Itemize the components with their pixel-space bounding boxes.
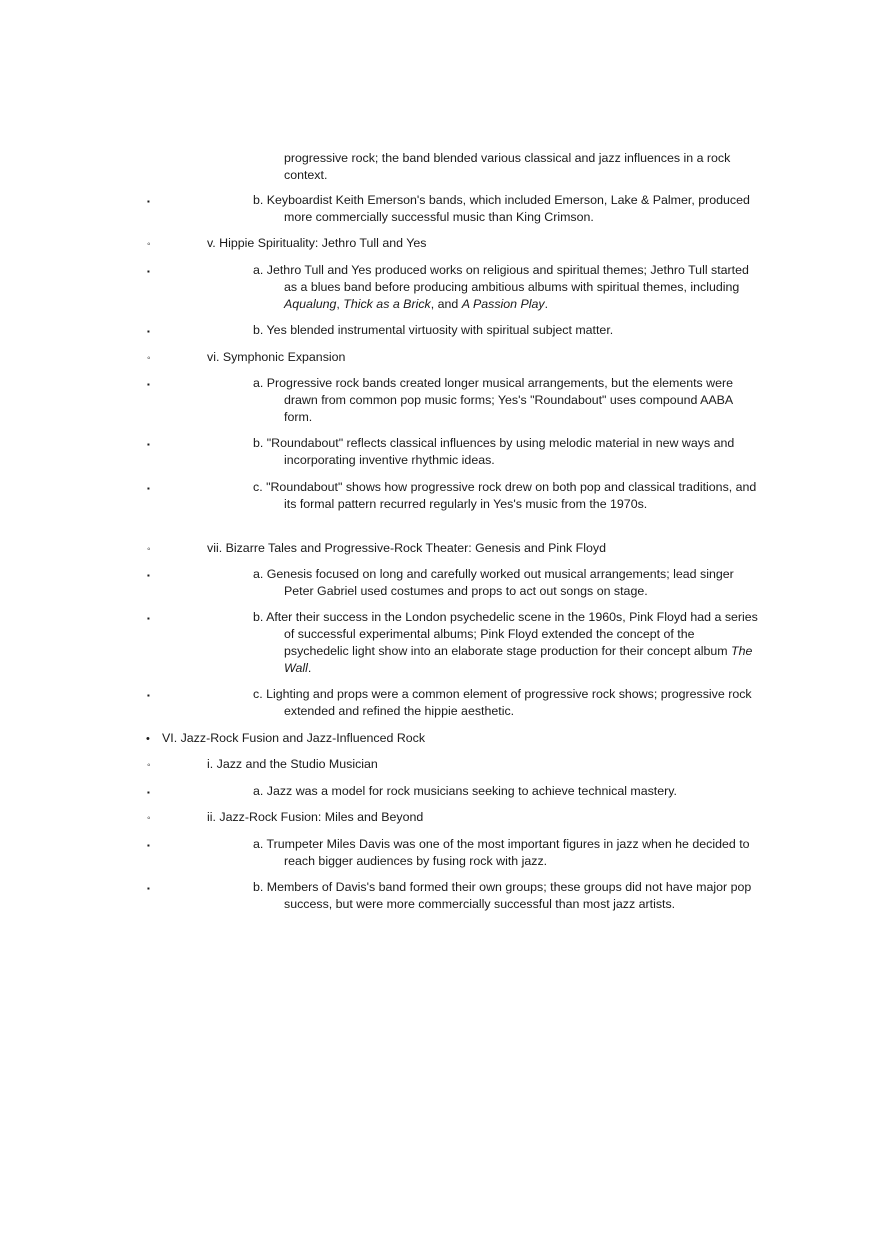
list-item: a. Genesis focused on long and carefully worked out musical arrangements; lead singer Peter Gabriel used costumes and props to act out songs on stage. [253, 567, 734, 598]
list-item: a. Trumpeter Miles Davis was one of the most important figures in jazz when he decided to reach bigger audiences by fusing rock with jazz. [253, 837, 750, 868]
circle-bullet-icon: ◦ [147, 239, 151, 250]
list-item-heading: vii. Bizarre Tales and Progressive-Rock Theater: Genesis and Pink Floyd [207, 541, 606, 555]
list-item: c. "Roundabout" shows how progressive rock drew on both pop and classical traditions, and its formal pattern recurred regularly in Yes's music from the 1970s. [253, 480, 757, 511]
list-item-heading: ii. Jazz-Rock Fusion: Miles and Beyond [207, 810, 424, 824]
circle-bullet-icon: ◦ [147, 813, 151, 824]
list-item: b. After their success in the London psychedelic scene in the 1960s, Pink Floyd had a series of successful experimental albums; Pink Floyd extended the concept of the psychedelic light show into an elaborate stage production for their concept album The Wall. [253, 610, 758, 675]
square-bullet-icon: ▪ [147, 884, 150, 893]
list-item: c. Lighting and props were a common element of progressive rock shows; progressive rock extended and refined the hippie aesthetic. [253, 687, 752, 718]
square-bullet-icon: ▪ [147, 440, 150, 449]
list-item: b. Keyboardist Keith Emerson's bands, which included Emerson, Lake & Palmer, produced more commercially successful music than King Crimson. [253, 193, 750, 224]
continued-paragraph: progressive rock; the band blended various classical and jazz influences in a rock context. [284, 151, 731, 182]
list-item: a. Progressive rock bands created longer musical arrangements, but the elements were drawn from common pop music forms; Yes's "Roundabout" uses compound AABA form. [253, 376, 734, 424]
album-title: The Wall [284, 644, 753, 675]
list-item: a. Jethro Tull and Yes produced works on religious and spiritual themes; Jethro Tull started as a blues band before producing ambitious albums with spiritual themes, including Aqualung, Thick as a Brick, and A Passion Play. [253, 263, 749, 311]
square-bullet-icon: ▪ [147, 614, 150, 623]
album-title: Thick as a Brick [343, 297, 431, 311]
square-bullet-icon: ▪ [147, 484, 150, 493]
album-title: A Passion Play [461, 297, 545, 311]
square-bullet-icon: ▪ [147, 571, 150, 580]
square-bullet-icon: ▪ [147, 380, 150, 389]
list-item: a. Jazz was a model for rock musicians seeking to achieve technical mastery. [253, 784, 677, 798]
square-bullet-icon: ▪ [147, 691, 150, 700]
square-bullet-icon: ▪ [147, 327, 150, 336]
section-heading: VI. Jazz-Rock Fusion and Jazz-Influenced Rock [162, 731, 426, 745]
square-bullet-icon: ▪ [147, 841, 150, 850]
list-item: b. Yes blended instrumental virtuosity with spiritual subject matter. [253, 323, 614, 337]
list-item-heading: i. Jazz and the Studio Musician [207, 757, 378, 771]
square-bullet-icon: ▪ [147, 267, 150, 276]
square-bullet-icon: ▪ [147, 197, 150, 206]
list-item-heading: vi. Symphonic Expansion [207, 350, 346, 364]
list-item: b. Members of Davis's band formed their own groups; these groups did not have major pop success, but were more commercially successful than most jazz artists. [253, 880, 752, 911]
circle-bullet-icon: ◦ [147, 760, 151, 771]
disc-bullet-icon: • [146, 733, 150, 745]
list-item: b. "Roundabout" reflects classical influences by using melodic material in new ways and incorporating inventive rhythmic ideas. [253, 436, 735, 467]
square-bullet-icon: ▪ [147, 788, 150, 797]
circle-bullet-icon: ◦ [147, 544, 151, 555]
album-title: Aqualung [284, 297, 337, 311]
circle-bullet-icon: ◦ [147, 353, 151, 364]
list-item-heading: v. Hippie Spirituality: Jethro Tull and Yes [207, 236, 427, 250]
